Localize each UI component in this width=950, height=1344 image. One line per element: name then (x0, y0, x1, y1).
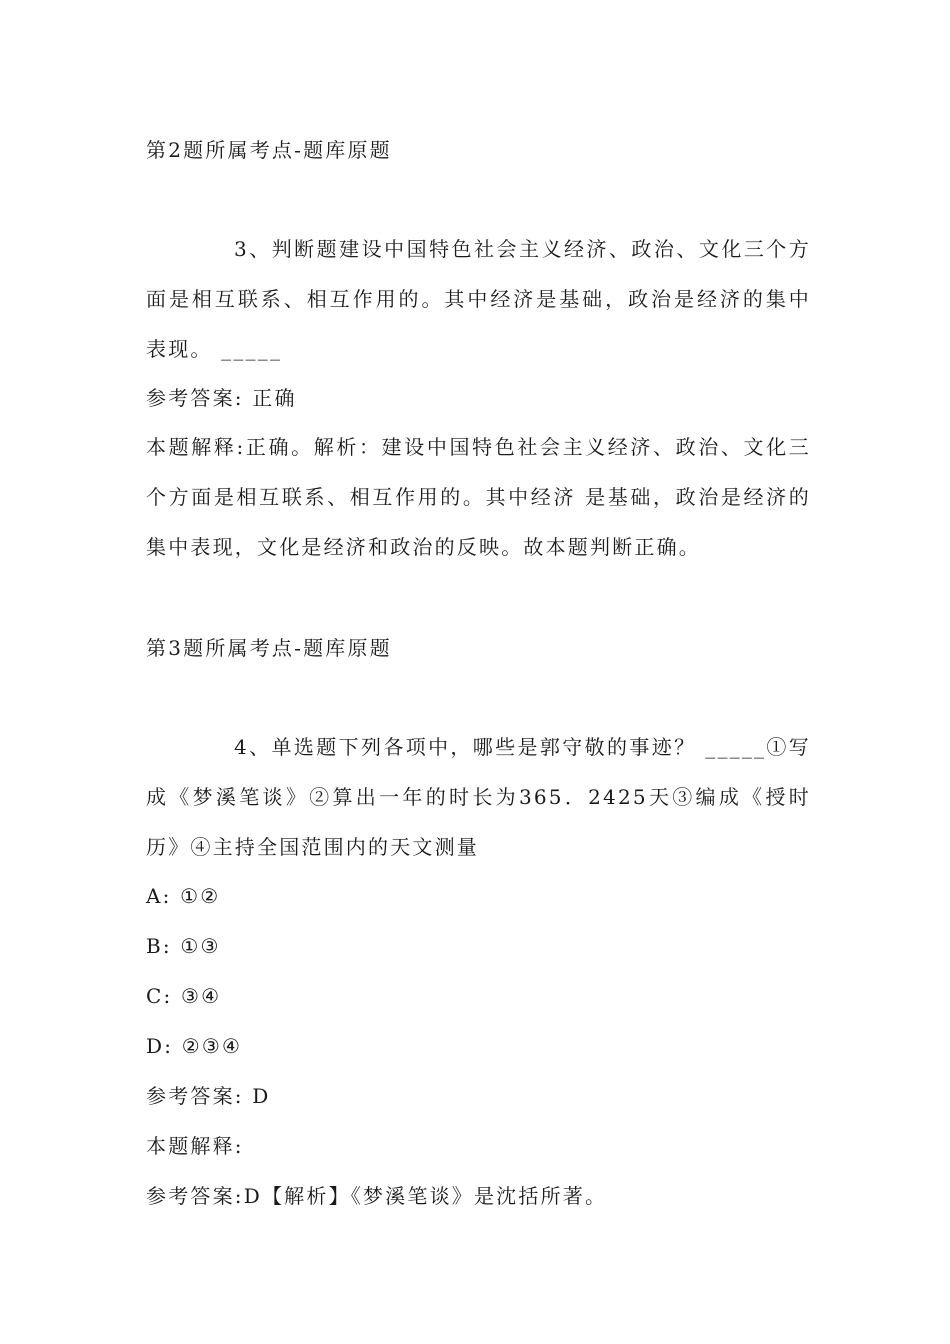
q4-option-c: C: ③④ (146, 984, 222, 1008)
q3-answer: 参考答案: 正确 (146, 386, 297, 410)
q4-answer: 参考答案: D (146, 1084, 271, 1108)
q4-question (146, 722, 811, 872)
q4-explanation: 参考答案:D【解析】《梦溪笔谈》是沈括所著。 (146, 1184, 608, 1208)
q4-option-d: D: ②③④ (146, 1034, 243, 1058)
q4-option-b: B: ①③ (146, 934, 221, 958)
q3-explanation: 本题解释:正确。解析：建设中国特色社会主义经济、政治、文化三个方面是相互联系、相互作用的。其中经济 是基础，政治是经济的集中表现，文化是经济和政治的反映。故本题判断正确。 (146, 435, 811, 559)
q4-explanation-label: 本题解释: (146, 1134, 244, 1158)
q4-question-text: 4、单选题下列各项中，哪些是郭守敬的事迹？ _____①写成《梦溪笔谈》②算出一年的时长为365．2425天③编成《授时历》④主持全国范围内的天文测量 (146, 735, 811, 859)
q4-option-a: A: ①② (146, 884, 221, 908)
q3-topic: 第3题所属考点-题库原题 (146, 636, 392, 660)
q3-question (146, 224, 811, 374)
q3-question-text: 3、判断题建设中国特色社会主义经济、政治、文化三个方面是相互联系、相互作用的。其中经济是基础，政治是经济的集中表现。 _____ (146, 237, 811, 361)
q2-topic: 第2题所属考点-题库原题 (146, 138, 392, 162)
